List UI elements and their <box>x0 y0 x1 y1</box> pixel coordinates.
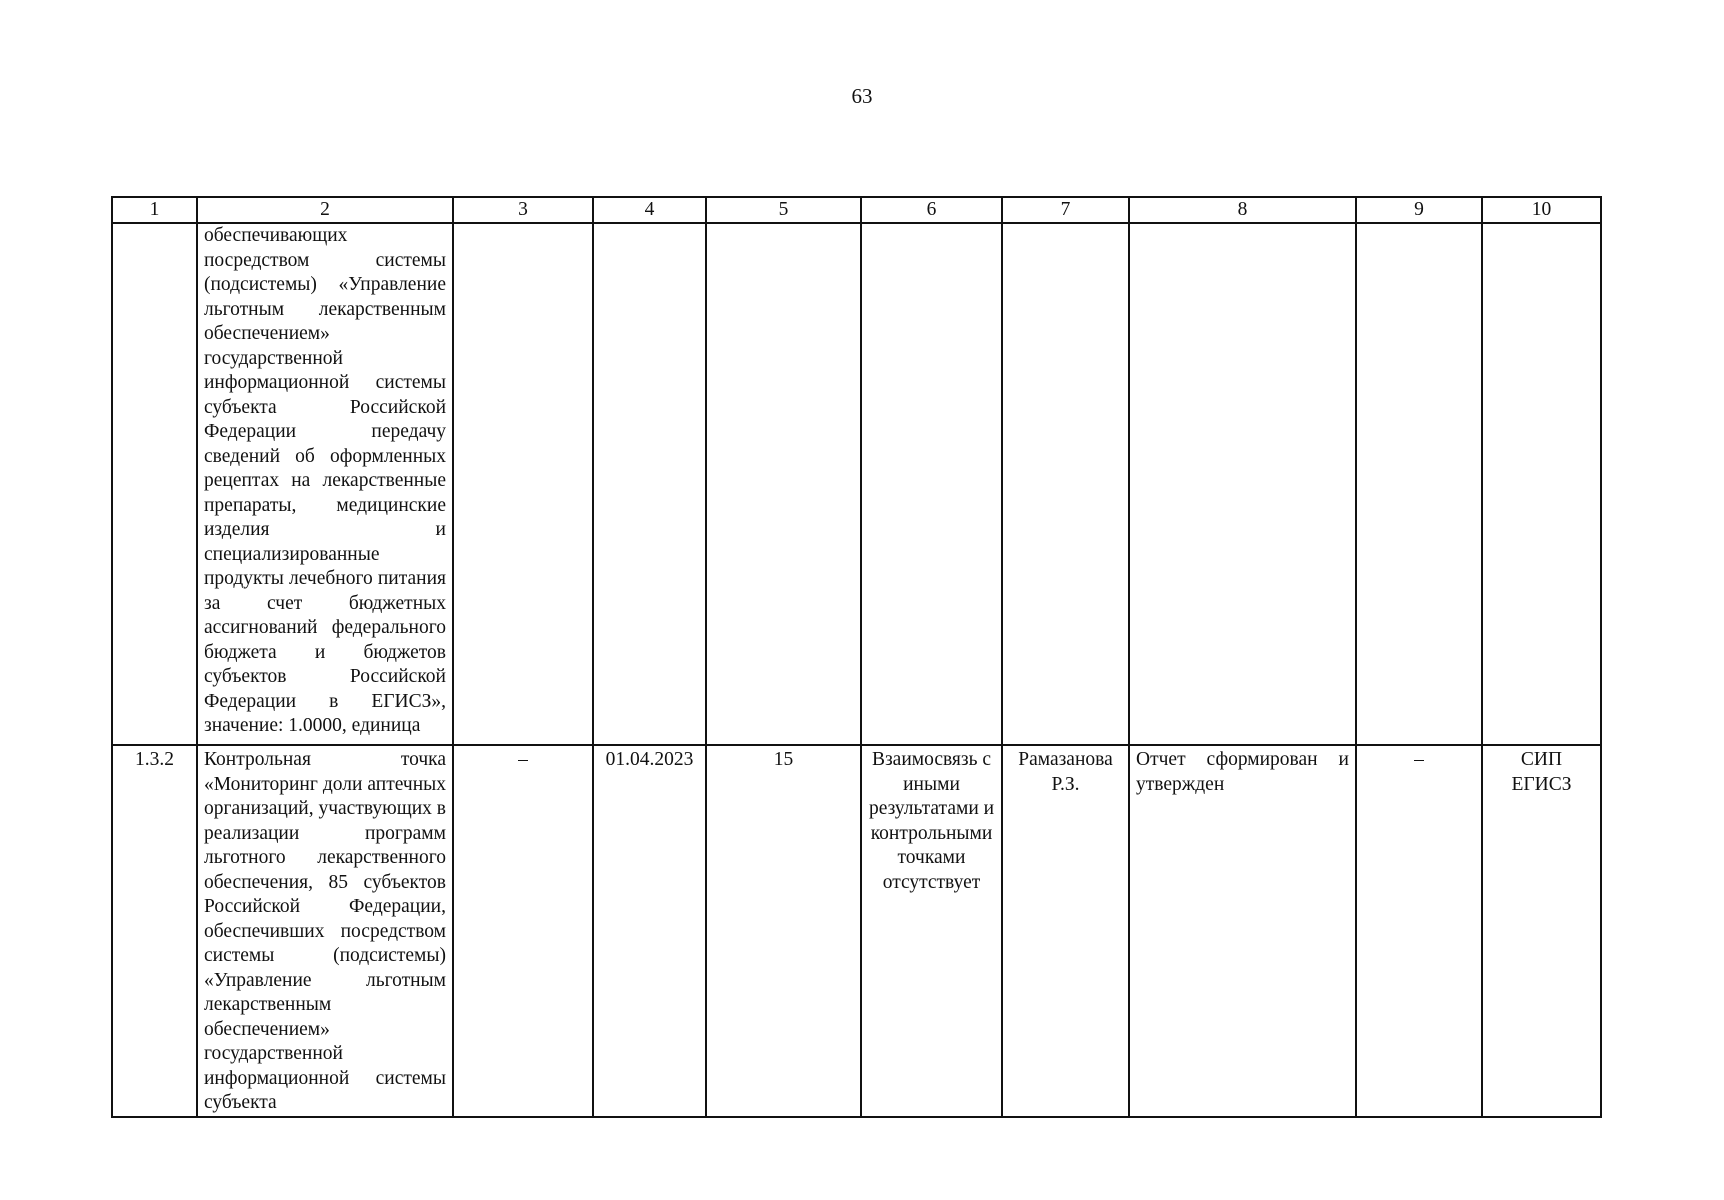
column-number-7: 7 <box>1002 197 1129 223</box>
cell-responsible: Рамазанова Р.З. <box>1002 745 1129 1117</box>
column-number-4: 4 <box>593 197 706 223</box>
cell-number <box>112 223 197 745</box>
plan-table <box>111 196 1602 1118</box>
cell-col3: – <box>453 745 593 1117</box>
cell-number: 1.3.2 <box>112 745 197 1117</box>
table-row <box>112 745 1601 1117</box>
page-number: 63 <box>851 84 873 108</box>
cell-result: Отчет сформирован и утвержден <box>1129 745 1356 1117</box>
cell-system <box>1482 223 1601 745</box>
cell-date <box>593 223 706 745</box>
cell-system: СИП ЕГИСЗ <box>1482 745 1601 1117</box>
cell-col5 <box>706 223 861 745</box>
cell-col5: 15 <box>706 745 861 1117</box>
column-number-3: 3 <box>453 197 593 223</box>
column-number-8: 8 <box>1129 197 1356 223</box>
cell-relation: Взаимосвязь с иными результатами и контрольными точками отсутствует <box>861 745 1002 1117</box>
cell-col3 <box>453 223 593 745</box>
cell-description: Контрольная точка «Мониторинг доли аптечных организаций, участвующих в реализации программ льготного лекарственного обеспечения, 85 субъектов Российской Федерации, обеспечивших посредством системы (подсистемы) «Управление льготным лекарственным обеспечением» государственной информационной системы субъекта <box>197 745 453 1117</box>
column-number-10: 10 <box>1482 197 1601 223</box>
cell-relation <box>861 223 1002 745</box>
column-number-2: 2 <box>197 197 453 223</box>
cell-description: обеспечивающих посредством системы (подсистемы) «Управление льготным лекарственным обеспечением» государственной информационной системы субъекта Российской Федерации передачу сведений об оформленных рецептах на лекарственные препараты, медицинские изделия и специализированные продукты лечебного питания за счет бюджетных ассигнований федерального бюджета и бюджетов субъектов Российской Федерации в ЕГИСЗ», значение: 1.0000, единица <box>197 223 453 745</box>
table-row <box>112 223 1601 745</box>
column-number-6: 6 <box>861 197 1002 223</box>
cell-col9 <box>1356 223 1482 745</box>
cell-col9: – <box>1356 745 1482 1117</box>
column-number-1: 1 <box>112 197 197 223</box>
column-number-5: 5 <box>706 197 861 223</box>
cell-result <box>1129 223 1356 745</box>
column-number-row <box>112 197 1601 223</box>
cell-date: 01.04.2023 <box>593 745 706 1117</box>
column-number-9: 9 <box>1356 197 1482 223</box>
cell-responsible <box>1002 223 1129 745</box>
